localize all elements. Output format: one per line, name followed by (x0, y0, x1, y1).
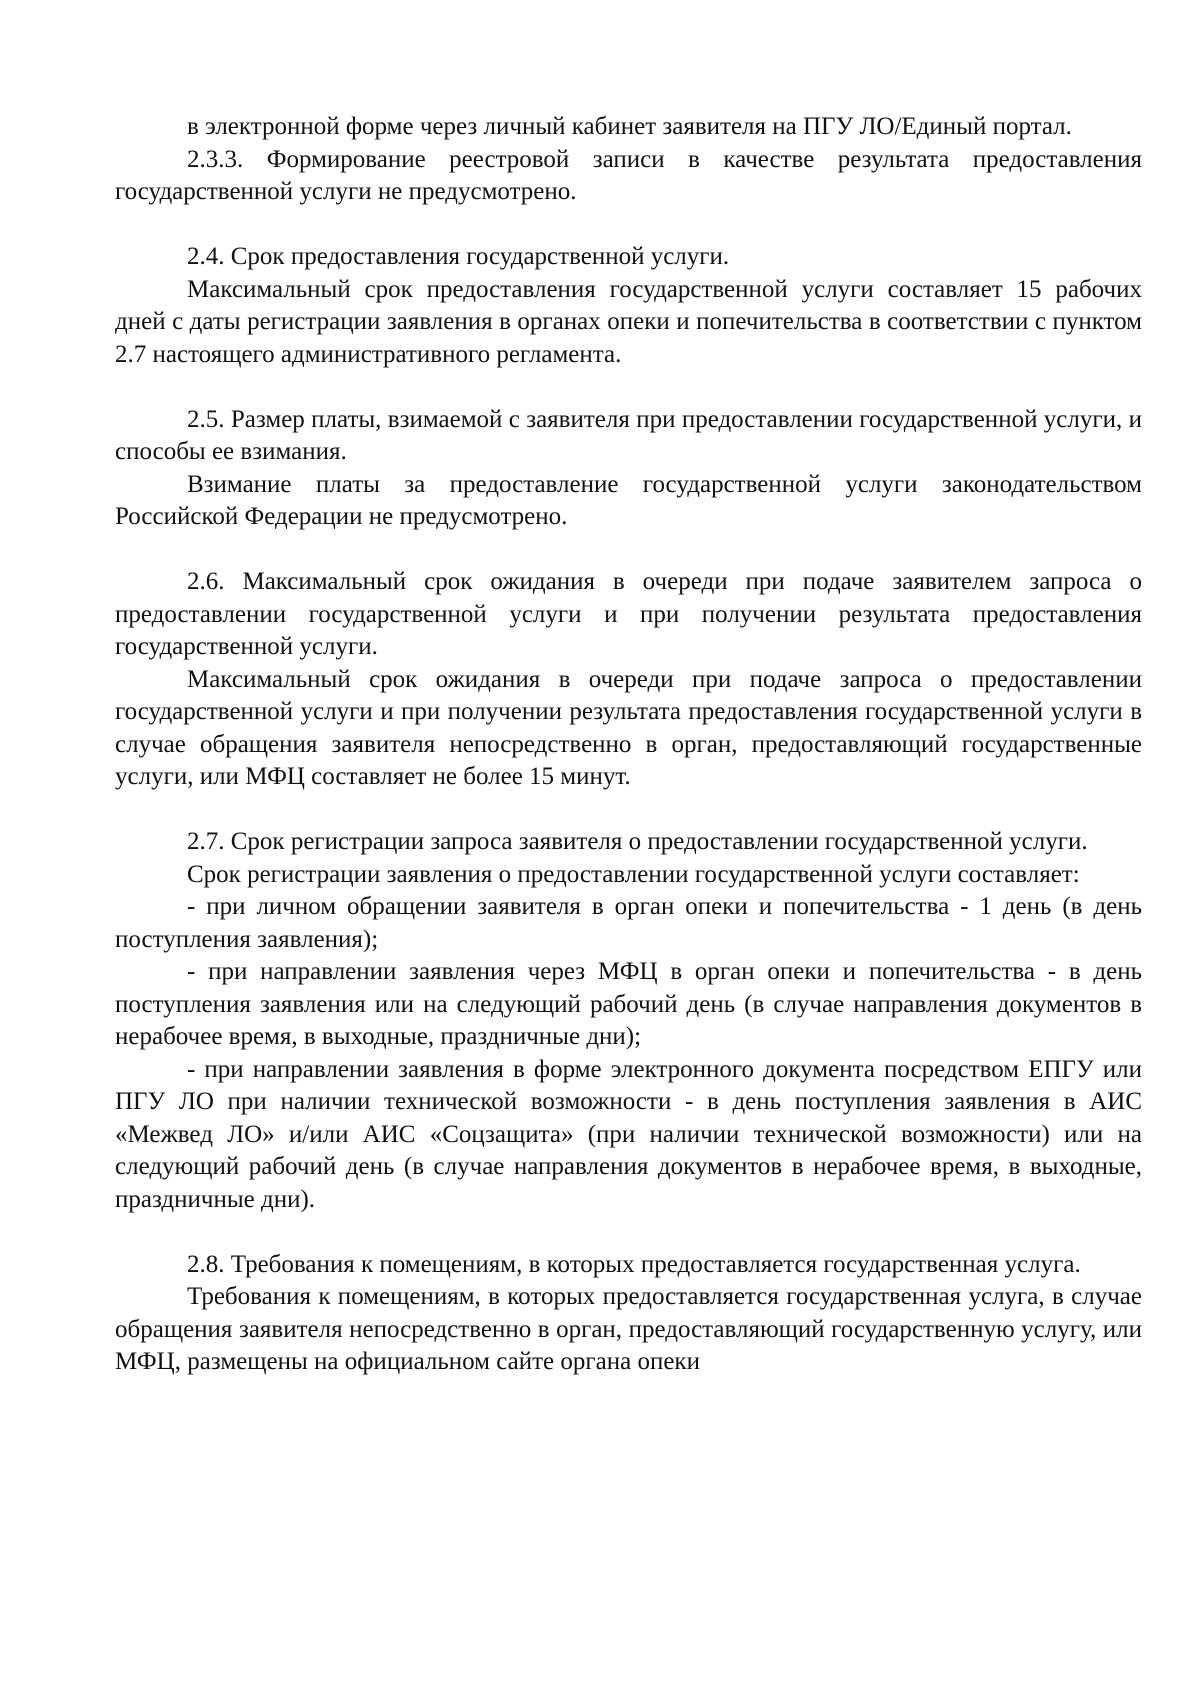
paragraph-2-3-3: 2.3.3. Формирование реестровой записи в качестве результата предоставления государственной услуги не предусмотрено. (115, 145, 1142, 205)
paragraph-spacer (115, 794, 1142, 827)
list-item-personal: - при личном обращении заявителя в орган опеки и попечительства - 1 день (в день поступления заявления); (115, 893, 1142, 953)
heading-2-4: 2.4. Срок предоставления государственной услуги. (187, 243, 730, 270)
heading-2-6: 2.6. Максимальный срок ожидания в очереди при подаче заявителем запроса о предоставлении государственной услуги и при получении результата предоставления государственной услуги. (115, 568, 1142, 660)
list-item-electronic: - при направлении заявления в форме электронного документа посредством ЕПГУ или ПГУ ЛО при наличии технической возможности - в день поступления заявления в АИС «Межвед ЛО» и/или АИС «Соцзащита» (при наличии технической возможности) или на следующий рабочий день (в случае направления документов в нерабочее время, в выходные, праздничные дни). (115, 1055, 1142, 1213)
heading-2-5: 2.5. Размер платы, взимаемой с заявителя при предоставлении государственной услуги, и способы ее взимания. (115, 405, 1142, 465)
heading-2-7: 2.7. Срок регистрации запроса заявителя о предоставлении государственной услуги. (187, 828, 1088, 855)
document-body (115, 111, 1142, 1379)
paragraph-spacer (115, 371, 1142, 404)
paragraph-2-7-body: Срок регистрации заявления о предоставлении государственной услуги составляет: (187, 860, 1080, 888)
paragraph-intro: в электронной форме через личный кабинет заявителя на ПГУ ЛО/Единый портал. (187, 113, 1072, 140)
heading-2-8: 2.8. Требования к помещениям, в которых предоставляется государственная услуга. (187, 1250, 1081, 1278)
paragraph-2-4-body: Максимальный срок предоставления государственной услуги составляет 15 рабочих дней с даты регистрации заявления в органах опеки и попечительства в соответствии с пунктом 2.7 настоящего административного регламента. (115, 275, 1142, 368)
paragraph-spacer (115, 209, 1142, 242)
paragraph-spacer (115, 1216, 1142, 1249)
paragraph-spacer (115, 534, 1142, 567)
paragraph-2-8-body: Требования к помещениям, в которых предоставляется государственная услуга, в случае обращения заявителя непосредственно в орган, предоставляющий государственную услугу, или МФЦ, размещены на официальном сайте органа опеки (115, 1283, 1142, 1375)
paragraph-2-6-body: Максимальный срок ожидания в очереди при подаче запроса о предоставлении государственной услуги и при получении результата предоставления государственной услуги в случае обращения заявителя непосредственно в орган, предоставляющий государственные услуги, или МФЦ составляет не более 15 минут. (115, 665, 1142, 790)
list-item-mfc: - при направлении заявления через МФЦ в орган опеки и попечительства - в день поступления заявления или на следующий рабочий день (в случае направления документов в нерабочее время, в выходные, праздничные дни); (115, 958, 1142, 1050)
paragraph-2-5-body: Взимание платы за предоставление государственной услуги законодательством Российской Федерации не предусмотрено. (115, 470, 1142, 530)
